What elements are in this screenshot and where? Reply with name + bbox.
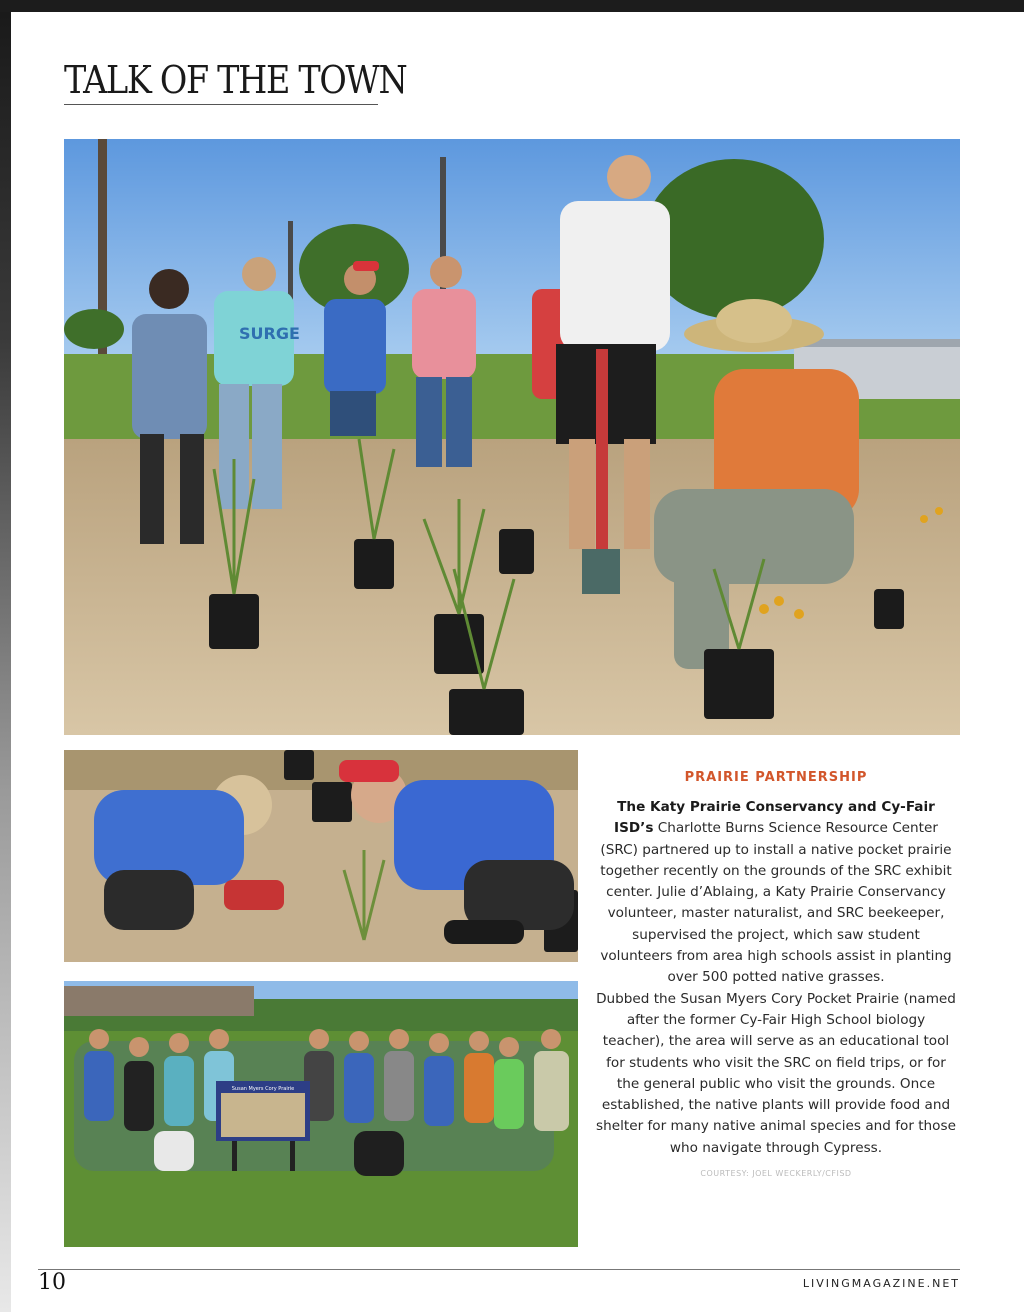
article-lead-bold: The Katy Prairie Conservancy and Cy-Fair ISD’s [614, 799, 935, 837]
page-edge-shadow [0, 12, 11, 1312]
article-paragraph-1 [596, 797, 956, 989]
footer-rule [38, 1269, 960, 1270]
photo-credit: COURTESY: JOEL WECKERLY/CFISD [700, 1169, 852, 1179]
sign-title: Susan Myers Cory Prairie [231, 1086, 295, 1092]
top-border-bar [0, 0, 1024, 12]
article-paragraph-2: Dubbed the Susan Myers Cory Pocket Prairie (named after the former Cy-Fair High School biology teacher), the area will serve as an educational tool for students who visit the SRC on field trips, or for the general public who visit the grounds. Once established, the native plants will provide food and shelter for many native animal species and for those who navigate through Cypress. [596, 990, 956, 1156]
main-photo-planting-prairie [64, 139, 960, 735]
title-underline [64, 104, 378, 105]
article-prairie-partnership [596, 770, 956, 1178]
page-number: 10 [38, 1270, 66, 1295]
article-paragraph-1-text: Charlotte Burns Science Resource Center (SRC) partnered up to install a native pocket prairie together recently on the grounds of the SRC exhibit center. Julie d’Ablaing, a Katy Prairie Conservancy volunteer, master naturalist, and SRC beekeeper, supervised the project, which saw student volunteers from area high schools assist in planting over 500 potted native grasses. [600, 820, 952, 986]
shirt-logo-text: SURGE [239, 324, 300, 343]
section-title: TALK OF THE TOWN [64, 58, 407, 102]
article-kicker: PRAIRIE PARTNERSHIP [684, 770, 868, 785]
site-url: LIVINGMAGAZINE.NET [802, 1277, 960, 1290]
photo-students-planting [64, 750, 578, 962]
photo-group-with-sign [64, 981, 578, 1247]
